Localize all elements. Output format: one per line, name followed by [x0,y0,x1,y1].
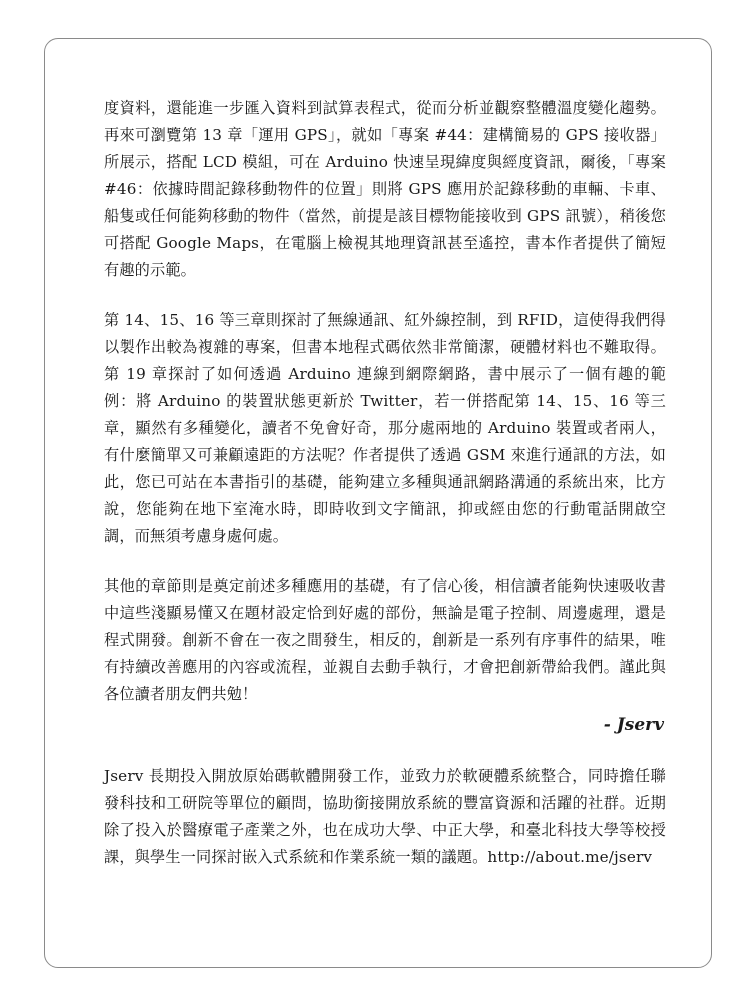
paragraph-closing: 其他的章節則是奠定前述多種應用的基礎，有了信心後，相信讀者能夠快速吸收書中這些淺顯易懂又在題材設定恰到好處的部份，無論是電子控制、周邊處理，還是程式開發。創新不會在一夜之間發生，相反的，創新是一系列有序事件的結果，唯有持續改善應用的內容或流程，並親自去動手執行，才會把創新帶給我們。謹此與各位讀者朋友們共勉！ [104,577,666,703]
paragraph-wireless: 第 14、15、16 等三章則探討了無線通訊、紅外線控制，到 RFID，這使得我們得以製作出較為複雜的專案，但書本地程式碼依然非常簡潔，硬體材料也不難取得。第 19 章探討了如何透過 Arduino 連線到網際網路，書中展示了一個有趣的範例：將 Arduino 的裝置狀態更新於 Twitter，若一併搭配第 14、15、16 等三章，顯然有多種變化，讀者不免會好奇，那分處兩地的 Arduino 裝置或者兩人，有什麼簡單又可兼顧遠距的方法呢？作者提供了透過 GSM 來進行通訊的方法，如此，您已可站在本書指引的基礎，能夠建立多種與通訊網路溝通的系統出來，比方說，您能夠在地下室淹水時，即時收到文字簡訊，抑或經由您的行動電話開啟空調，而無須考慮身處何處。 [104,311,666,545]
page-content [104,95,666,871]
signature: - Jserv [603,715,664,735]
author-bio: Jserv 長期投入開放原始碼軟體開發工作，並致力於軟硬體系統整合，同時擔任聯發科技和工研院等單位的顧問，協助銜接開放系統的豐富資源和活躍的社群。近期除了投入於醫療電子產業之外，也在成功大學、中正大學，和臺北科技大學等校授課，與學生一同探討嵌入式系統和作業系統一類的議題。http://about.me/jserv [104,767,666,866]
paragraph-gps: 度資料，還能進一步匯入資料到試算表程式，從而分析並觀察整體溫度變化趨勢。再來可瀏覽第 13 章「運用 GPS」，就如「專案 #44：建構簡易的 GPS 接收器」所展示，搭配 LCD 模組，可在 Arduino 快速呈現緯度與經度資訊，爾後，「專案 #46：依據時間記錄移動物件的位置」則將 GPS 應用於記錄移動的車輛、卡車、船隻或任何能夠移動的物件（當然，前提是該目標物能接收到 GPS 訊號），稍後您可搭配 Google Maps，在電腦上檢視其地理資訊甚至遙控，書本作者提供了簡短有趣的示範。 [104,99,666,279]
